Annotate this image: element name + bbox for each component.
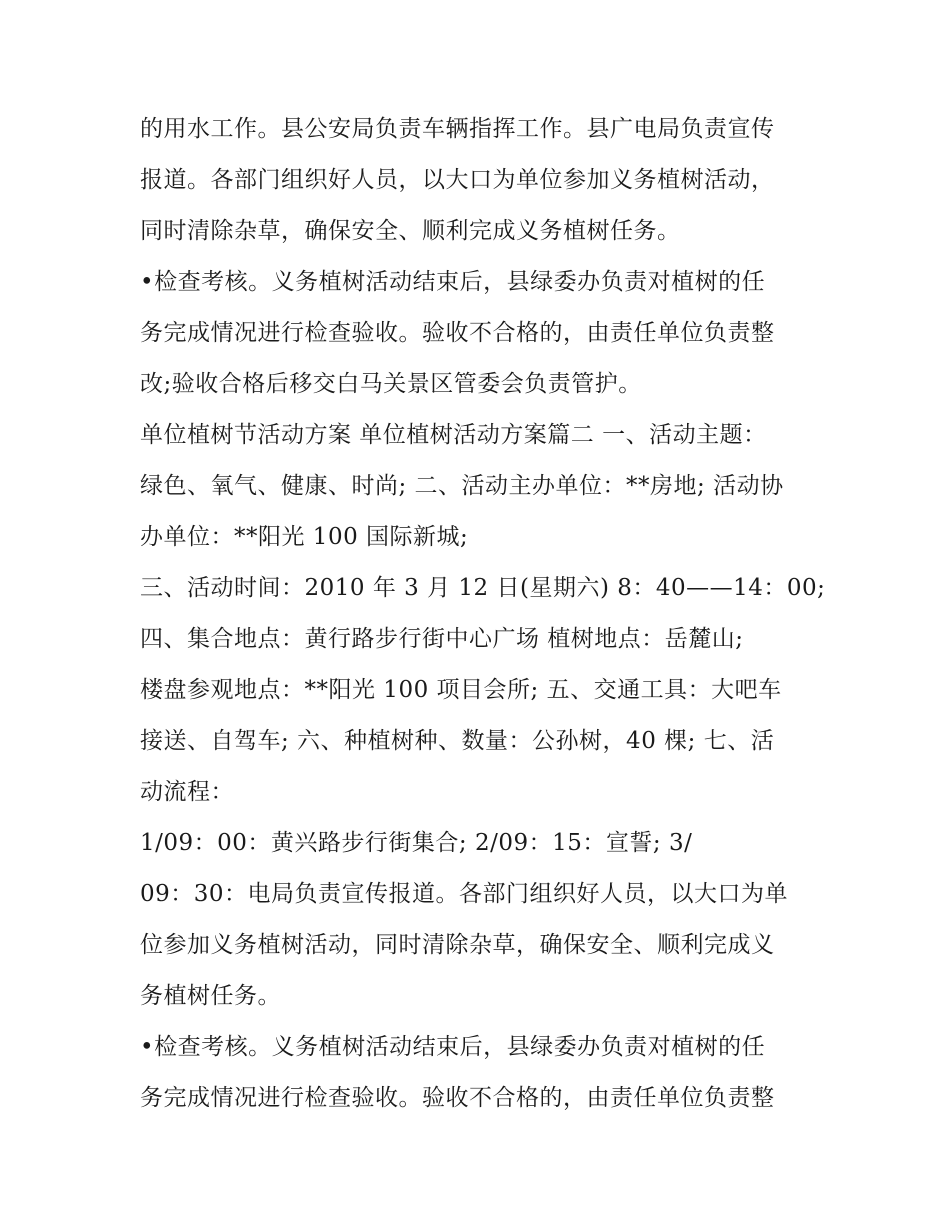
text-line: 办单位：**阳光 100 国际新城; xyxy=(140,524,469,550)
text-line: 的用水工作。县公安局负责车辆指挥工作。县广电局负责宣传 xyxy=(140,116,775,142)
text-line: 绿色、氧气、健康、时尚; 二、活动主办单位：**房地; 活动协 xyxy=(140,473,784,499)
text-line: 三、活动时间：2010 年 3 月 12 日(星期六) 8：40——14：00; xyxy=(140,575,826,601)
text-line: 动流程： xyxy=(140,779,234,805)
text-line: 务完成情况进行检查验收。验收不合格的，由责任单位负责整 xyxy=(140,1085,775,1111)
text-line: 务完成情况进行检查验收。验收不合格的，由责任单位负责整 xyxy=(140,320,775,346)
text-line: 同时清除杂草，确保安全、顺利完成义务植树任务。 xyxy=(140,218,681,244)
body-text xyxy=(140,104,830,1124)
text-line: •检查考核。义务植树活动结束后，县绿委办负责对植树的任 xyxy=(140,1034,766,1060)
text-line: 位参加义务植树活动，同时清除杂草，确保安全、顺利完成义 xyxy=(140,932,775,958)
text-line: 改;验收合格后移交白马关景区管委会负责管护。 xyxy=(140,371,642,397)
text-line: 四、集合地点：黄行路步行街中心广场 植树地点：岳麓山; xyxy=(140,626,744,652)
text-line: 接送、自驾车; 六、种植树种、数量：公孙树，40 棵; 七、活 xyxy=(140,728,775,754)
text-line: 单位植树节活动方案 单位植树活动方案篇二 一、活动主题： xyxy=(140,422,767,448)
text-line: 务植树任务。 xyxy=(140,983,281,1009)
text-line: •检查考核。义务植树活动结束后，县绿委办负责对植树的任 xyxy=(140,269,766,295)
text-line: 09：30：电局负责宣传报道。各部门组织好人员，以大口为单 xyxy=(140,881,789,907)
text-line: 报道。各部门组织好人员，以大口为单位参加义务植树活动， xyxy=(140,167,775,193)
text-line: 1/09：00：黄兴路步行街集合; 2/09：15：宣誓; 3/ xyxy=(140,830,693,856)
text-line: 楼盘参观地点：**阳光 100 项目会所; 五、交通工具：大吧车 xyxy=(140,677,782,703)
